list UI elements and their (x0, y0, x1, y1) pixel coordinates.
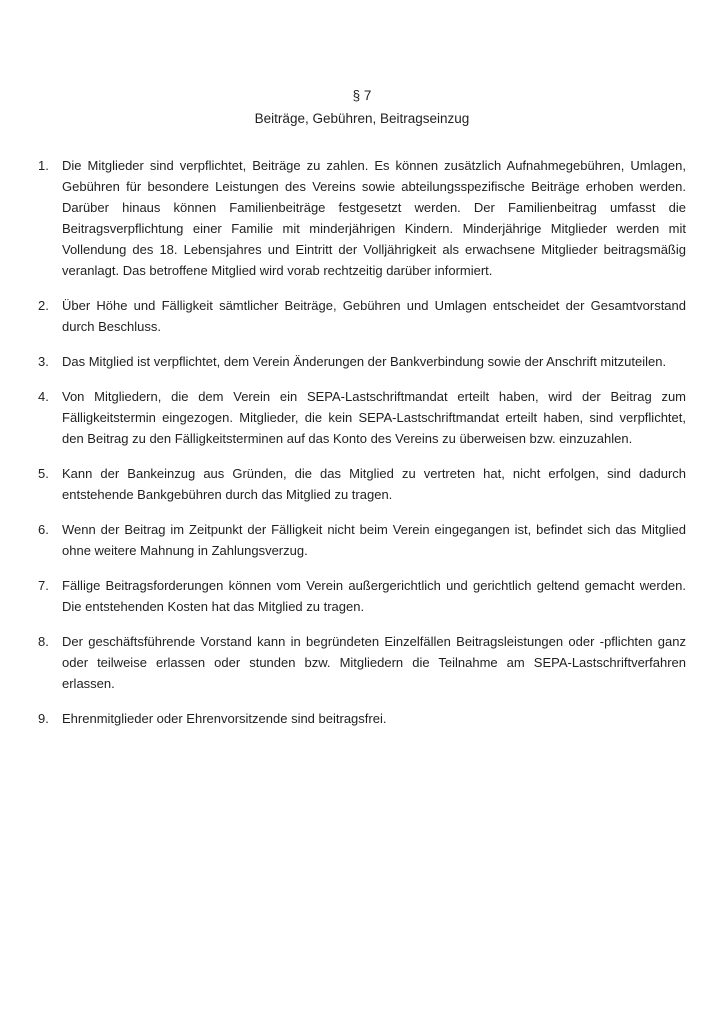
paragraph-number: 3. (38, 354, 49, 369)
paragraph-item (38, 519, 686, 561)
paragraph-item (38, 575, 686, 617)
paragraph-text: Die Mitglieder sind verpflichtet, Beiträge zu zahlen. Es können zusätzlich Aufnahmegebühren, Umlagen, Gebühren für besondere Leistungen des Vereins sowie abteilungsspezifische Beiträge erhoben werden. Darüber hinaus können Familienbeiträge festgesetzt werden. Der Familienbeitrag umfasst die Beitragsverpflichtung einer Familie mit minderjährigen Kindern. Minderjährige Mitglieder werden mit Vollendung des 18. Lebensjahres und Eintritt der Volljährigkeit als erwachsene Mitglieder beitragsmäßig veranlagt. Das betroffene Mitglied wird vorab rechtzeitig darüber informiert. (62, 158, 686, 278)
paragraph-text: Der geschäftsführende Vorstand kann in begründeten Einzelfällen Beitragsleistungen oder -pflichten ganz oder teilweise erlassen oder stunden bzw. Mitgliedern die Teilnahme am SEPA-Lastschriftverfahren erlassen. (62, 634, 686, 691)
paragraph-text: Über Höhe und Fälligkeit sämtlicher Beiträge, Gebühren und Umlagen entscheidet der Gesamtvorstand durch Beschluss. (62, 298, 686, 334)
paragraph-number: 2. (38, 298, 49, 313)
paragraph-number: 5. (38, 466, 49, 481)
paragraph-text: Ehrenmitglieder oder Ehrenvorsitzende sind beitragsfrei. (62, 711, 387, 726)
section-subtitle: Beiträge, Gebühren, Beitragseinzug (254, 111, 470, 126)
paragraph-item (38, 708, 686, 729)
paragraph-text: Kann der Bankeinzug aus Gründen, die das Mitglied zu vertreten hat, nicht erfolgen, sind dadurch entstehende Bankgebühren durch das Mitglied zu tragen. (62, 466, 686, 502)
paragraph-item (38, 295, 686, 337)
paragraph-item (38, 155, 686, 281)
paragraph-item (38, 386, 686, 449)
paragraph-text: Fällige Beitragsforderungen können vom Verein außergerichtlich und gerichtlich geltend gemacht werden. Die entstehenden Kosten hat das Mitglied zu tragen. (62, 578, 686, 614)
paragraph-item (38, 631, 686, 694)
paragraph-number: 8. (38, 634, 49, 649)
paragraph-item (38, 351, 686, 372)
paragraph-number: 6. (38, 522, 49, 537)
paragraph-text: Von Mitgliedern, die dem Verein ein SEPA-Lastschriftmandat erteilt haben, wird der Beitrag zum Fälligkeitstermin eingezogen. Mitglieder, die kein SEPA-Lastschriftmandat erteilt haben, sind verpflichtet, den Beitrag zu den Fälligkeitsterminen auf das Konto des Vereins zu überweisen bzw. einzuzahlen. (62, 389, 686, 446)
paragraph-number: 4. (38, 389, 49, 404)
paragraph-number: 1. (38, 158, 49, 173)
paragraph-number: 9. (38, 711, 49, 726)
paragraph-item (38, 463, 686, 505)
paragraph-list (38, 155, 686, 729)
paragraph-text: Das Mitglied ist verpflichtet, dem Verein Änderungen der Bankverbindung sowie der Anschrift mitzuteilen. (62, 354, 667, 369)
paragraph-number: 7. (38, 578, 49, 593)
section-title: § 7 (352, 88, 372, 103)
paragraph-text: Wenn der Beitrag im Zeitpunkt der Fälligkeit nicht beim Verein eingegangen ist, befindet sich das Mitglied ohne weitere Mahnung in Zahlungsverzug. (62, 522, 686, 558)
